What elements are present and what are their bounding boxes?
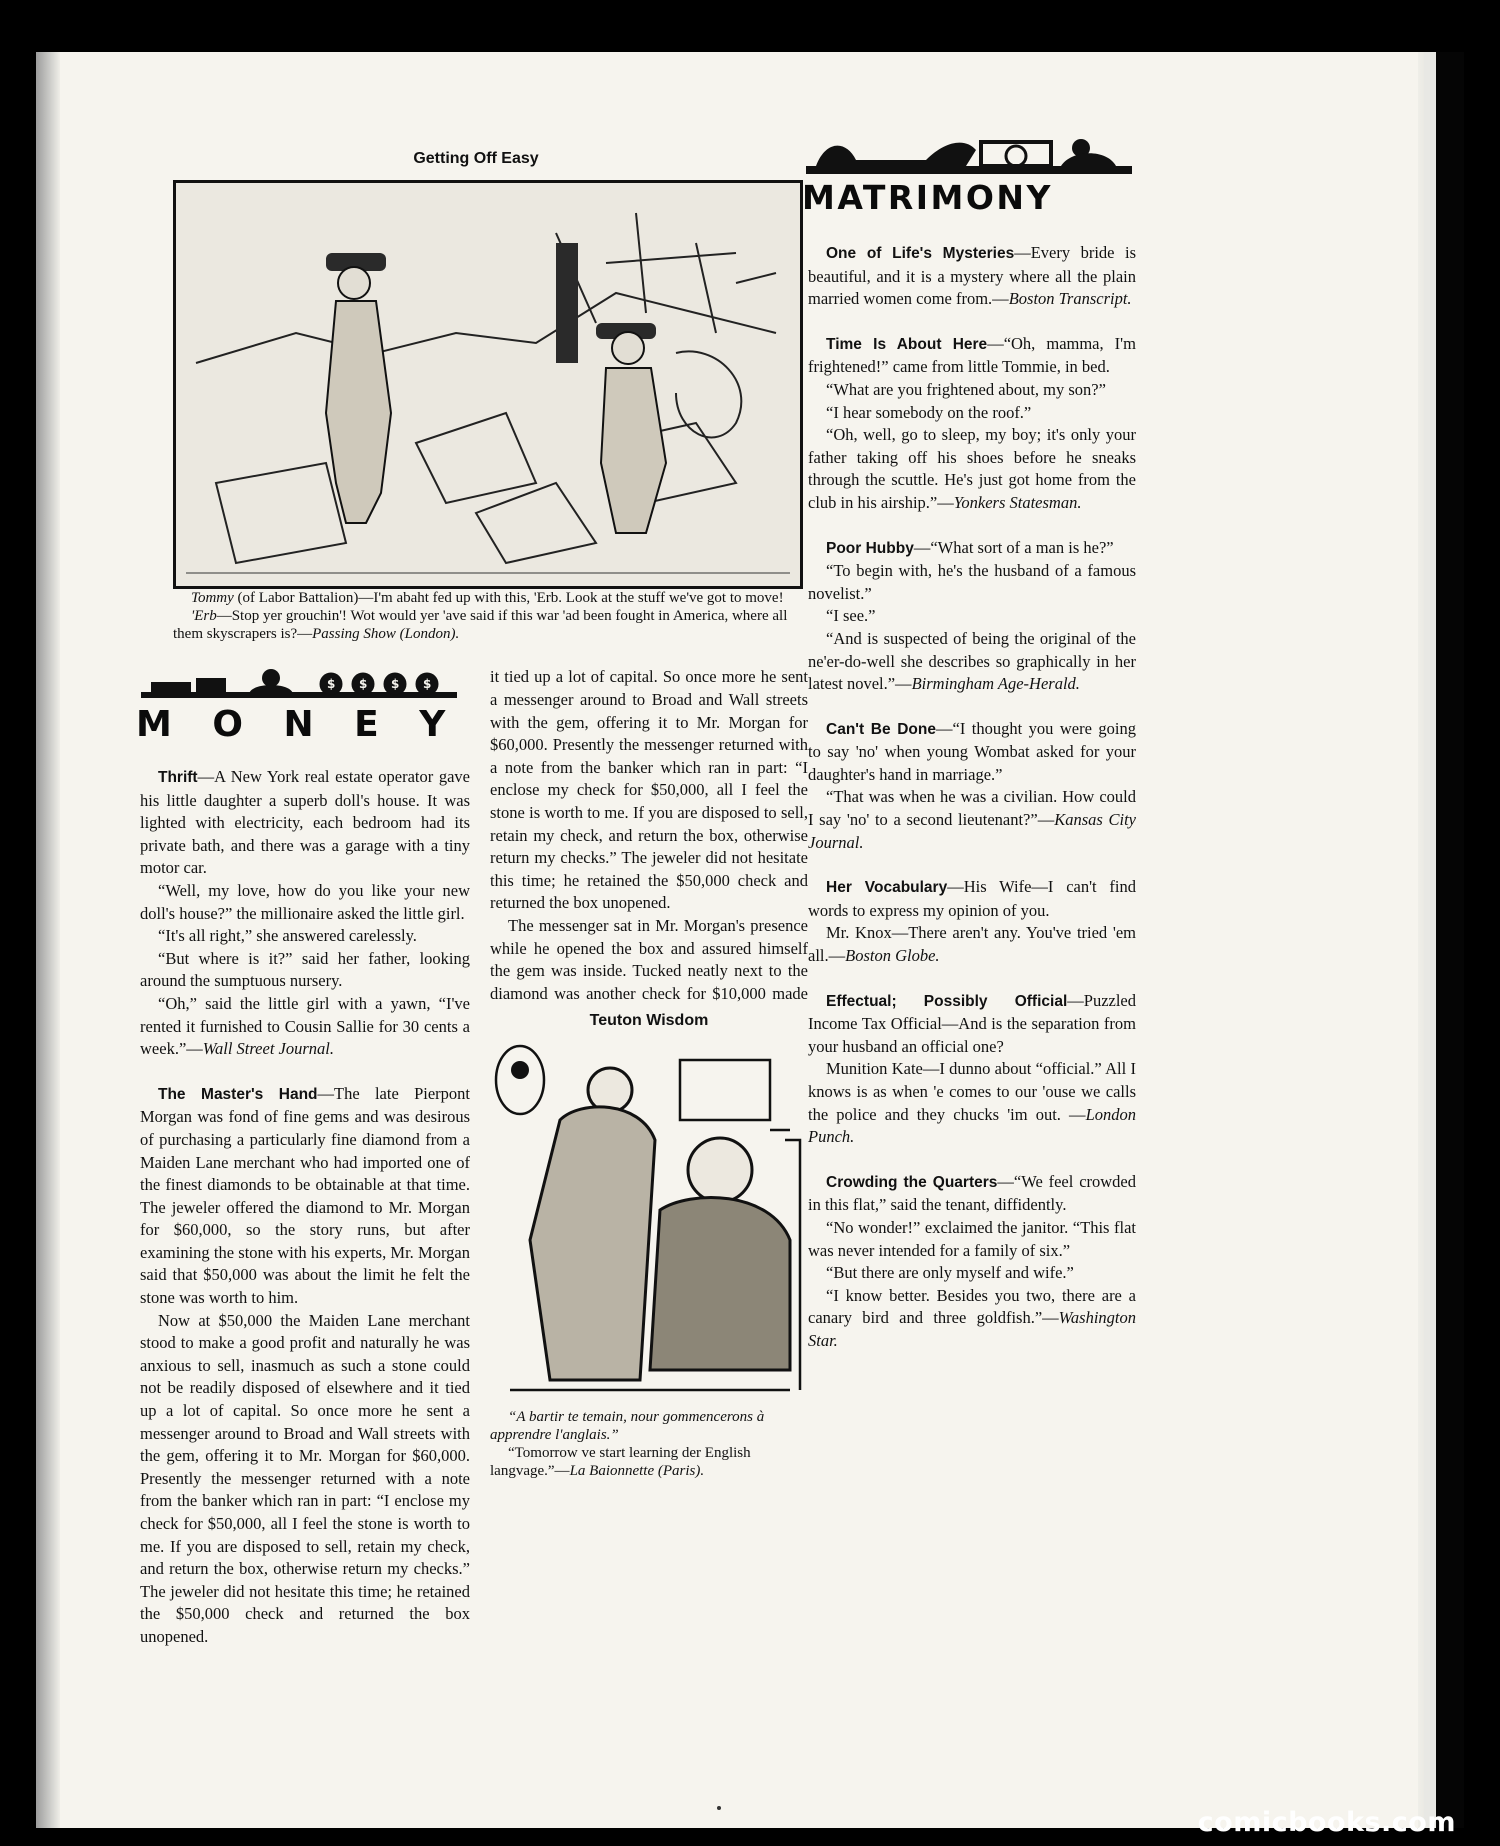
vocab-lead: Her Vocabulary [826, 879, 948, 897]
money-column-left: Thrift—A New York real estate operator gave his little daughter a superb doll's house. It was lighted with electricity, each bedroom had its private bath, and there was a garage with a tiny motor car. “Well, my love, how do you like your new doll's house?” the millionaire asked the little girl. “It's all right,” she answered carelessly. “But where is it?” said her father, looking around the sumptuous nursery. “Oh,” said the little girl with a yawn, “I've rented it furnished to Cousin Sallie for 30 cents a week.”—Wall Street Journal. The Master's Hand—The late Pierpont Morgan was fond of fine gems and was desirous of purchasing a particularly fine diamond from a Maiden Lane merchant who had imported one of the finest diamonds to be obtainable at that time. The jeweler offered the diamond to Mr. Morgan for $60,000, so the story runs, but after examining the stone with his experts, Mr. Morgan said that $50,000 was about the limit he felt the stone was worth to him. Now at $50,000 the Maiden Lane merchant stood to make a good profit and naturally he was anxious to sell, inasmuch as such a stone could not be readily disposed of elsewhere and it tied up a lot of capital. So once more he sent a messenger around to Broad and Wall streets with the gem, offering it to Mr. Morgan for $60,000. Presently the messenger returned with a note from the banker which ran in part: “I enclose my check for $50,000, all I feel the stone is worth to me. If you are disposed to sell, retain my check, and return the box, otherwise return my checks.” The jeweler did not hesitate this time; he retained the $50,000 check and returned the box unopened. [140, 767, 470, 1646]
matrimony-item-time [808, 333, 1136, 515]
crowding-lead: Crowding the Quarters [826, 1173, 998, 1191]
masters-hand-p3 [490, 915, 808, 1004]
svg-text:$: $ [359, 677, 368, 691]
thrift-source: Wall Street Journal. [202, 1039, 334, 1059]
caption2-source-place: (Paris). [657, 1463, 705, 1479]
effectual-p2 [808, 1058, 1136, 1148]
book-spine [36, 52, 60, 1828]
cartoon-title: Getting Off Easy [413, 150, 539, 167]
vocab-p1 [808, 876, 1136, 922]
matrimony-item-hubby [808, 537, 1136, 696]
hubby-lead: Poor Hubby [826, 539, 914, 557]
masters-hand-text: —The late Pierpont Morgan was fond of fine gems and was desirous of purchasing a particularly fine diamond from a Maiden Lane merchant who had imported one of the finest diamonds to be obtainable at that time. The jeweler offered the diamond to Mr. Morgan for $60,000, so the story runs, but after examining the stone with his experts, Mr. Morgan said that $50,000 was about the limit he felt the stone was worth to him. [140, 1083, 470, 1308]
effectual-lead: Effectual; Possibly Official [826, 992, 1068, 1010]
hubby-text: —“What sort of a man is he?” [913, 537, 1114, 557]
speaker-erb: 'Erb [191, 608, 217, 624]
mysteries-lead: One of Life's Mysteries [826, 245, 1015, 262]
crowding-p4-text: “I know better. Besides you two, there are a canary bird and three goldfish.”— [808, 1285, 1136, 1328]
caption-english [490, 1444, 810, 1480]
effectual-source: London Punch. [808, 1104, 1136, 1147]
thrift-text: —A New York real estate operator gave his little daughter a superb doll's house. It was lighted with electricity, each bedroom had its private bath, and there was a garage with a tiny motor car. [140, 767, 470, 878]
couple-carriage-icon [806, 130, 1132, 178]
effectual-p1 [808, 990, 1136, 1059]
crowding-text: —“We feel crowded in this flat,” said the tenant, diffidently. [808, 1171, 1136, 1215]
thrift-p5-text: “Oh,” said the little girl with a yawn, “I've rented it furnished to Cousin Sallie for 30 cents a week.”— [140, 993, 470, 1059]
hubby-source: Birmingham Age-Herald. [911, 674, 1080, 694]
hubby-p4-text: “And is suspected of being the original of the ne'er-do-well she describes so graphically in her latest novel.”— [808, 628, 1136, 694]
masters-hand-lead: The Master's Hand [158, 1085, 318, 1103]
money-banner-drawing [141, 668, 457, 706]
matrimony-heading: MATRIMONY [802, 178, 1053, 217]
svg-text:$: $ [327, 677, 336, 691]
war-rubble-drawing [176, 183, 800, 586]
caption-source: Passing Show [312, 626, 396, 642]
time-lead: Time Is About Here [826, 335, 988, 353]
time-source: Yonkers Statesman. [953, 492, 1082, 512]
cant-p1 [808, 718, 1136, 787]
thrift-p2: “Well, my love, how do you like your new doll's house?” the millionaire asked the little girl. [140, 880, 470, 923]
crowding-p4 [808, 1285, 1136, 1353]
svg-text:$: $ [423, 677, 432, 691]
cant-lead: Can't Be Done [826, 720, 936, 738]
caption-erb-text: —Stop yer grouchin'! Wot would yer 'ave said if this war 'ad been fought in America, where all them skyscrapers is?— [173, 608, 788, 642]
caption2-source: La Baionnette [569, 1463, 655, 1479]
svg-text:$: $ [391, 677, 400, 691]
crowding-p2: “No wonder!” exclaimed the janitor. “This flat was never intended for a family of six.” [808, 1217, 1136, 1260]
page-mark [717, 1806, 721, 1810]
effectual-p2-text: Munition Kate—I dunno about “official.” All I knows is as when 'e comes to our 'ouse we calls the police and they chucks 'im out. — [808, 1059, 1136, 1124]
cant-p2-text: “That was when he was a civilian. How could I say 'no' to a second lieutenant?”— [808, 787, 1136, 830]
vocab-p2 [808, 922, 1136, 967]
time-p4 [808, 424, 1136, 514]
mysteries-source: Boston Transcript. [1008, 289, 1132, 309]
hubby-p1 [808, 537, 1136, 561]
crowding-source: Washington Star. [808, 1308, 1136, 1350]
money-heading: M O N E Y [136, 704, 460, 745]
matrimony-item-vocabulary [808, 876, 1136, 967]
caption-source-place: (London). [399, 626, 460, 642]
thrift-p1 [140, 766, 470, 880]
caption-english-text: “Tomorrow ve start learning der English langvage.”— [490, 1445, 751, 1479]
caption-tommy [173, 589, 799, 607]
matrimony-item-crowding [808, 1171, 1136, 1353]
speaker-tommy: Tommy [191, 590, 234, 606]
masters-hand-p3-text: The messenger sat in Mr. Morgan's presence while he opened the box and assured himself the gem was inside. Tucked neatly next to the diamond was another check for $10,000 made [490, 915, 808, 1003]
time-p3: “I hear somebody on the roof.” [826, 402, 1032, 422]
hubby-p4 [808, 628, 1136, 696]
caption-tommy-text: (of Labor Battalion)—I'm abaht fed up with this, 'Erb. Look at the stuff we've got to move! [237, 590, 784, 606]
cartoon2-caption [490, 1408, 810, 1480]
vocab-text: —His Wife—I can't find words to express my opinion of you. [808, 877, 1136, 920]
matrimony-item-effectual [808, 990, 1136, 1149]
thrift-p3: “It's all right,” she answered carelessly. [158, 926, 417, 946]
vocab-p2-text: Mr. Knox—There aren't any. You've tried 'em all.— [808, 923, 1136, 966]
scan-border [1436, 52, 1464, 1828]
thrift-p4: “But where is it?” said her father, looking around the sumptuous nursery. [140, 948, 470, 991]
cant-p2 [808, 786, 1136, 854]
money-bags-icon [141, 668, 457, 706]
mysteries-text: —Every bride is beautiful, and it is a mystery where all the plain married women come from.— [808, 243, 1136, 309]
matrimony-item-cant [808, 718, 1136, 855]
cartoon2-title: Teuton Wisdom [589, 1012, 709, 1029]
teuton-drawing [490, 1040, 808, 1402]
cant-source: Kansas City Journal. [808, 810, 1136, 852]
masters-hand-p1 [140, 1083, 470, 1310]
matrimony-column [808, 242, 1136, 1353]
money-column-middle [490, 664, 808, 1004]
effectual-text: —Puzzled Income Tax Official—And is the separation from your husband an official one? [808, 990, 1136, 1056]
caption-erb [173, 607, 799, 643]
hubby-p2: “To begin with, he's the husband of a famous novelist.” [808, 561, 1136, 603]
crowding-p1 [808, 1171, 1136, 1217]
matrimony-banner-drawing [806, 130, 1132, 178]
masters-hand-p2-continued: it tied up a lot of capital. So once more he sent a messenger around to Broad and Wall streets with the gem, offering it to Mr. Morgan for $60,000. Presently the messenger returned with a note from the banker which ran in part: “I enclose my check for $50,000, all I feel the stone is worth to me. If you are disposed to sell, retain my check, and return the box, otherwise return my checks.” The jeweler did not hesitate this time; he retained the $50,000 check and returned the box unopened. [490, 667, 808, 913]
time-p4-text: “Oh, well, go to sleep, my boy; it's only your father taking off his shoes before he sneaks through the scuttle. He's just got home from the club in his airship.”— [808, 425, 1136, 512]
cartoon-caption [173, 589, 799, 643]
magazine-page [36, 52, 1464, 1828]
cant-text: —“I thought you were going to say 'no' when young Wombat asked for your daughter's hand in marriage.” [808, 718, 1136, 784]
matrimony-item-mysteries [808, 242, 1136, 311]
crowding-p3: “But there are only myself and wife.” [826, 1263, 1074, 1283]
time-p2: “What are you frightened about, my son?” [826, 379, 1106, 399]
time-p1 [808, 333, 1136, 379]
vocab-source: Boston Globe. [845, 946, 940, 966]
thrift-p5 [140, 993, 470, 1061]
watermark-logo: comicbooks.com [1197, 1807, 1456, 1838]
mysteries-p1 [808, 242, 1136, 311]
cartoon2-illustration [490, 1040, 808, 1402]
hubby-p3: “I see.” [826, 606, 876, 626]
time-text: —“Oh, mamma, I'm frightened!” came from little Tommie, in bed. [808, 333, 1136, 377]
cartoon-illustration [173, 180, 803, 589]
thrift-lead: Thrift [158, 769, 198, 786]
caption-french: “A bartir te temain, nour gommencerons à apprendre l'anglais.” [490, 1409, 765, 1443]
facing-page-edge [1424, 52, 1436, 1828]
